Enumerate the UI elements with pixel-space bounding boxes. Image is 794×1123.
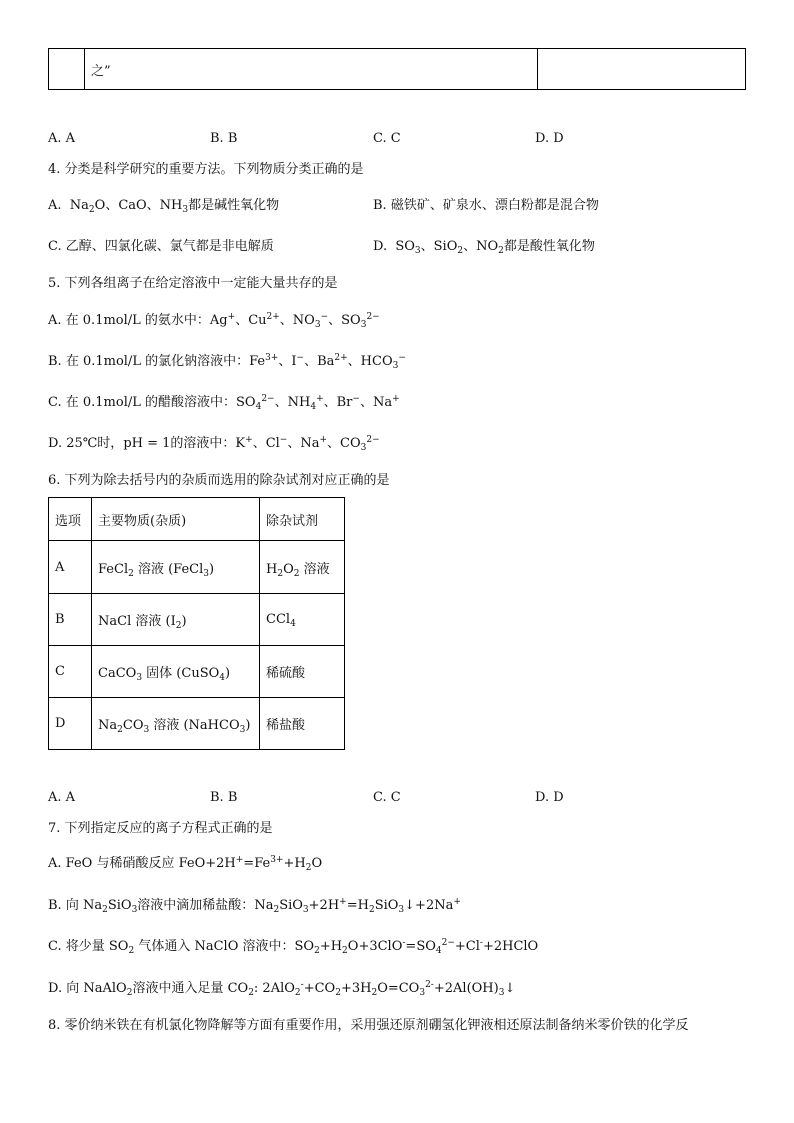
q5-option-c: C. 在 0.1mol/L 的醋酸溶液中：$SO_4^{2-}$、$NH_4^+$、Br−、Na+ <box>48 394 400 412</box>
q3-option-a: A. A <box>48 131 76 146</box>
q5-c-prefix: C. 在 0.1mol/L 的醋酸溶液中： <box>48 395 237 410</box>
q4-option-b: B. 磁铁矿、矿泉水、漂白粉都是混合物 <box>373 198 599 213</box>
table-row <box>49 698 345 750</box>
row-substance: FeCl$_2$ 溶液 (FeCl$_3$) <box>92 541 260 594</box>
q7-c-prefix: C. 将少量 <box>48 939 109 954</box>
q7-b-prefix: B. 向 <box>48 898 83 913</box>
table-header-row <box>49 498 345 541</box>
q8-stem: 8. 零价纳米铁在有机氯化物降解等方面有重要作用，采用强还原剂硼氢化钾液相还原法制备纳米零价铁的化学反 <box>48 1018 689 1033</box>
top-table-cell-2: 之” <box>85 49 538 90</box>
q6-option-d: D. D <box>535 790 564 805</box>
q5-d-prefix: D. 25℃时， <box>48 436 124 451</box>
q5-stem: 5. 下列各组离子在给定溶液中一定能大量共存的是 <box>48 276 338 291</box>
row-reagent-text: 溶液 <box>303 561 330 577</box>
q3-option-d: D. D <box>535 131 564 146</box>
q5-b-prefix: B. 在 0.1mol/L 的氯化钠溶液中： <box>48 354 250 369</box>
top-table-cell-1 <box>49 49 85 90</box>
table-row <box>49 646 345 698</box>
q6-stem: 6. 下列为除去括号内的杂质而选用的除杂试剂对应正确的是 <box>48 473 390 488</box>
q4-option-c: C. 乙醇、四氯化碳、氯气都是非电解质 <box>48 239 274 254</box>
row-reagent: 稀盐酸 <box>260 698 345 750</box>
q5-a-prefix: A. 在 0.1mol/L 的氨水中： <box>48 313 210 328</box>
row-substance: NaCl 溶液 $(I_2)$ <box>92 594 260 646</box>
q6-option-b: B. B <box>210 790 238 805</box>
q3-option-c: C. C <box>373 131 401 146</box>
row-option: D <box>49 698 92 750</box>
q7-option-b: B. 向 $Na_2SiO_3$溶液中滴加稀盐酸：$Na_2SiO_3+2H^+=H_2SiO_3↓+2Na^+$ <box>48 897 461 915</box>
q5-option-a: A. 在 0.1mol/L 的氨水中：Ag+、$Cu^{2+}$、$NO_3^-$、$SO_3^{2-}$ <box>48 312 380 330</box>
q4-stem: 4. 分类是科学研究的重要方法。下列物质分类正确的是 <box>48 162 364 177</box>
q4-option-a: A. $Na_2O$、CaO、$NH_3$都是碱性氧化物 <box>48 198 280 215</box>
row-substance: CaCO$_3$ 固体 (CuSO$_4$) <box>92 646 260 698</box>
q4-d-text: 都是酸性氧化物 <box>503 239 595 254</box>
row-reagent: 稀硫酸 <box>260 646 345 698</box>
q4-a-text: 都是碱性氧化物 <box>188 198 280 213</box>
row-option: B <box>49 594 92 646</box>
q7-c-mid: 气体通入 NaClO 溶液中： <box>134 939 295 954</box>
q6-option-c: C. C <box>373 790 401 805</box>
table-row <box>49 541 345 594</box>
row-reagent: $H_2O_2$ 溶液 <box>260 541 345 594</box>
q7-d-prefix: D. 向 <box>48 981 84 996</box>
row-reagent: CCl$_4$ <box>260 594 345 646</box>
q4-option-d: D. $SO_3$、SiO$_2$、$NO_2$都是酸性氧化物 <box>373 239 595 256</box>
header-option: 选项 <box>49 498 92 541</box>
table-row <box>49 594 345 646</box>
q5-option-b: B. 在 0.1mol/L 的氯化钠溶液中：$Fe^{3+}$、I−、$Ba^{2+}$、$HCO_3^-$ <box>48 353 406 371</box>
q7-option-a: A. FeO 与稀硝酸反应 $FeO+2H^+=Fe^{3+}+H_2O$ <box>48 855 323 873</box>
header-substance: 主要物质(杂质) <box>92 498 260 541</box>
q3-option-b: B. B <box>210 131 238 146</box>
q6-option-a: A. A <box>48 790 76 805</box>
header-reagent: 除杂试剂 <box>260 498 345 541</box>
top-table-cell-3 <box>538 49 746 90</box>
q7-option-d: D. 向 NaAlO$_2$溶液中通入足量 $CO_2$: $2AlO_2^-+CO_2+3H_2O=CO_3^{2-}+2Al(OH)_3↓$ <box>48 980 516 998</box>
reagent-table <box>48 497 345 750</box>
q7-d-mid: 溶液中通入足量 <box>132 981 228 996</box>
row-option: C <box>49 646 92 698</box>
q7-stem: 7. 下列指定反应的离子方程式正确的是 <box>48 821 273 836</box>
row-option: A <box>49 541 92 594</box>
q7-option-c: C. 将少量 $SO_2$ 气体通入 NaClO 溶液中：$SO_2+H_2O+3ClO^-=SO_4^{2-}+Cl^-+2HClO$ <box>48 938 539 956</box>
top-table <box>48 48 746 90</box>
q7-b-mid: 溶液中滴加稀盐酸： <box>137 898 255 913</box>
q5-d-middle: 的溶液中： <box>170 436 236 451</box>
q5-option-d: D. 25℃时，pH = 1的溶液中：K+、Cl−、Na+、$CO_3^{2-}$ <box>48 435 380 453</box>
q7-a-prefix: A. FeO 与稀硝酸反应 <box>48 856 179 871</box>
row-substance: $Na_2CO_3$ 溶液 (NaHCO$_3$) <box>92 698 260 750</box>
